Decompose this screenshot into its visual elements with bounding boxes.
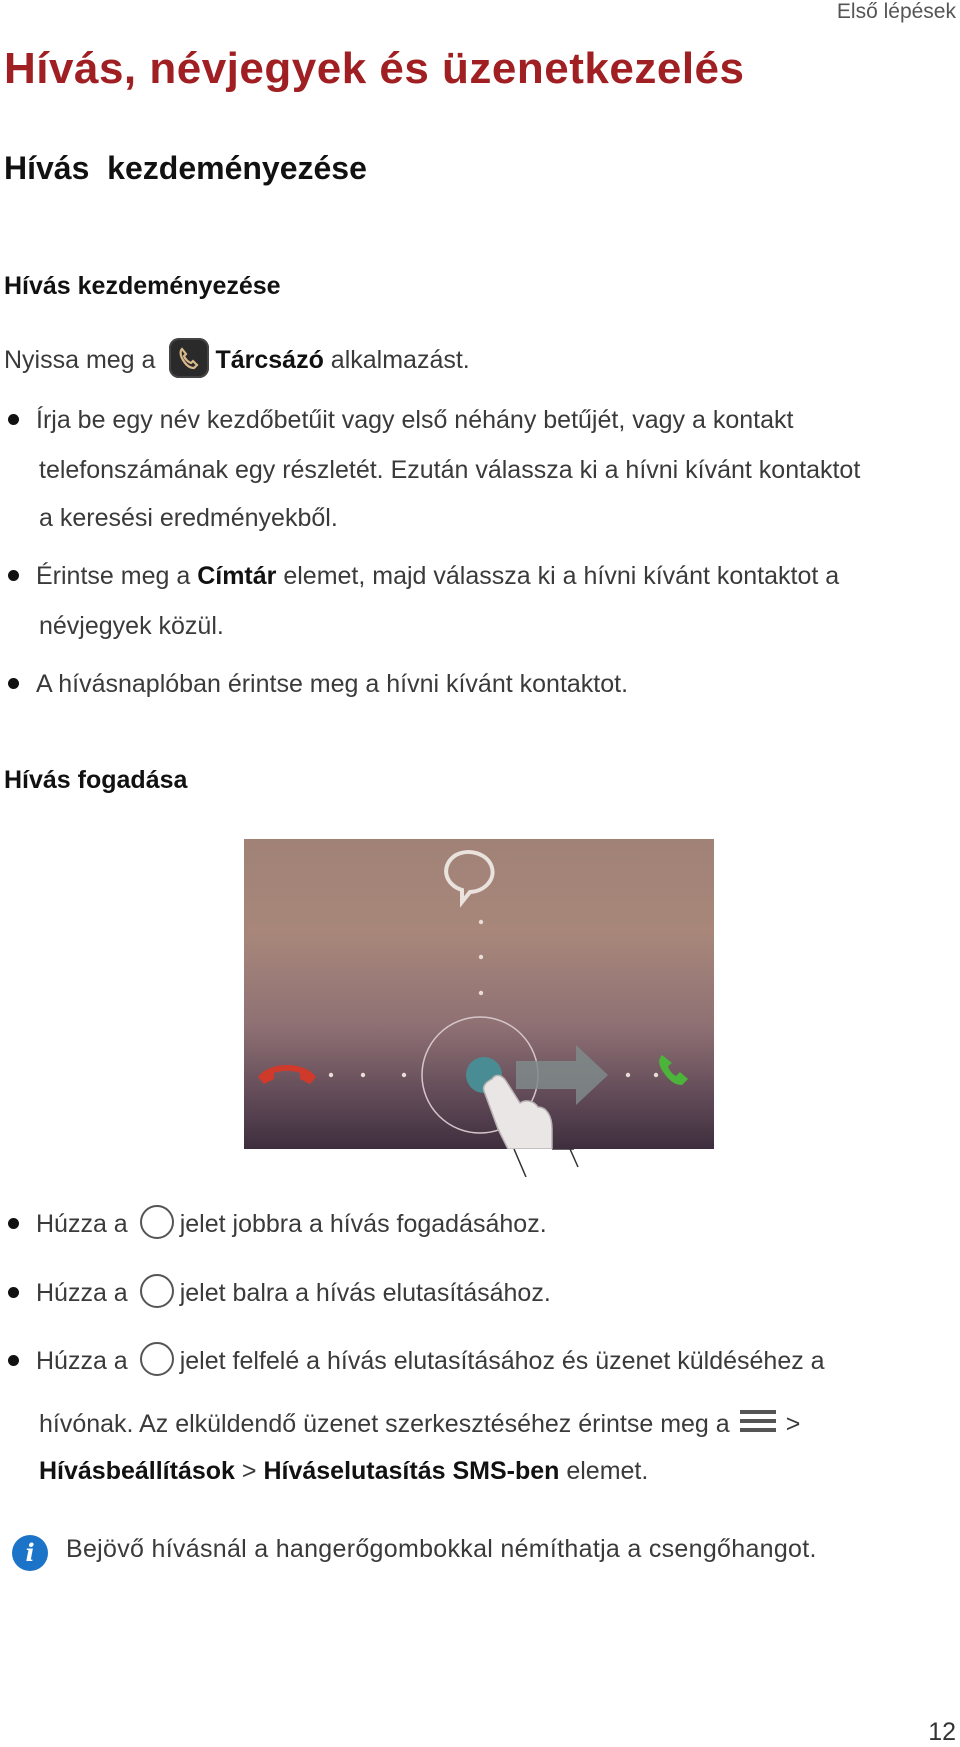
bullet-2-prefix: Érintse meg a	[36, 562, 191, 590]
bullet-item-1-line-1: Írja be egy név kezdőbetűit vagy első néhány betűjét, vagy a kontakt	[36, 406, 794, 434]
call-settings-label: Hívásbeállítások	[39, 1457, 235, 1485]
separator-gt: >	[785, 1410, 801, 1438]
bullet-2-suffix: jelet balra a hívás elutasításához.	[179, 1279, 551, 1307]
menu-icon	[740, 1405, 776, 1437]
bullet-item-2-line-2: névjegyek közül.	[39, 612, 224, 640]
answer-bullet-3-line-2	[39, 1400, 800, 1448]
swipe-arrow-icon	[516, 1045, 608, 1105]
answer-bullet-2	[36, 1269, 551, 1317]
subsection-heading-answering-call: Hívás fogadása	[4, 766, 188, 794]
incoming-call-screenshot	[244, 839, 714, 1149]
info-icon: i	[12, 1535, 48, 1571]
bullet-3-suffix: jelet felfelé a hívás elutasításához és üzenet küldéséhez a	[179, 1347, 825, 1375]
chapter-title: Hívás, névjegyek és üzenetkezelés	[4, 44, 745, 93]
bullet-dot	[8, 570, 19, 581]
bullet-prefix: Húzza a	[36, 1210, 128, 1238]
bullet-dot	[8, 678, 19, 689]
sms-reject-label: Híváselutasítás SMS-ben	[263, 1457, 560, 1485]
separator-gt: >	[241, 1457, 257, 1485]
bullet-3-line-2-prefix: hívónak. Az elküldendő üzenet szerkesztéséhez érintse meg a	[39, 1410, 730, 1438]
message-bubble-icon	[446, 852, 492, 902]
answer-bullet-1	[36, 1200, 547, 1248]
bullet-item-1-line-3: a keresési eredményekből.	[39, 504, 338, 532]
bullet-2-suffix: elemet, majd válassza ki a hívni kívánt kontaktot a	[283, 562, 840, 590]
running-header: Első lépések	[836, 0, 956, 23]
swipe-circle-icon	[140, 1205, 174, 1239]
hand-pointer-overflow	[500, 1149, 590, 1177]
bullet-prefix: Húzza a	[36, 1279, 128, 1307]
bullet-dot	[8, 1218, 19, 1229]
intro-line	[4, 336, 470, 384]
swipe-circle-icon	[140, 1274, 174, 1308]
app-name: Tárcsázó	[215, 346, 324, 374]
note-text: Bejövő hívásnál a hangerőgombokkal némíthatja a csengőhangot.	[66, 1535, 817, 1563]
contacts-label: Címtár	[197, 562, 277, 590]
decline-phone-icon	[258, 1065, 316, 1084]
intro-suffix: alkalmazást.	[330, 346, 470, 374]
swipe-circle-icon	[140, 1342, 174, 1376]
intro-prefix: Nyissa meg a	[4, 346, 156, 374]
bullet-item-3: A hívásnaplóban érintse meg a hívni kívánt kontaktot.	[36, 670, 629, 698]
page-number: 12	[928, 1718, 956, 1746]
bullet-3-end: elemet.	[566, 1457, 649, 1485]
answer-bullet-3-line-1	[36, 1337, 825, 1385]
bullet-item-1-line-2: telefonszámának egy részletét. Ezután válassza ki a hívni kívánt kontaktot	[39, 456, 861, 484]
answer-phone-icon	[659, 1055, 688, 1085]
section-title: Hívás kezdeményezése	[4, 150, 367, 186]
subsection-heading-making-call: Hívás kezdeményezése	[4, 272, 281, 300]
bullet-dot	[8, 1355, 19, 1366]
bullet-dot	[8, 414, 19, 425]
bullet-1-suffix: jelet jobbra a hívás fogadásához.	[179, 1210, 547, 1238]
bullet-item-2-line-1	[36, 552, 839, 600]
phone-dialer-icon	[169, 338, 209, 378]
answer-bullet-3-line-3	[39, 1447, 648, 1495]
bullet-prefix: Húzza a	[36, 1347, 128, 1375]
bullet-dot	[8, 1287, 19, 1298]
